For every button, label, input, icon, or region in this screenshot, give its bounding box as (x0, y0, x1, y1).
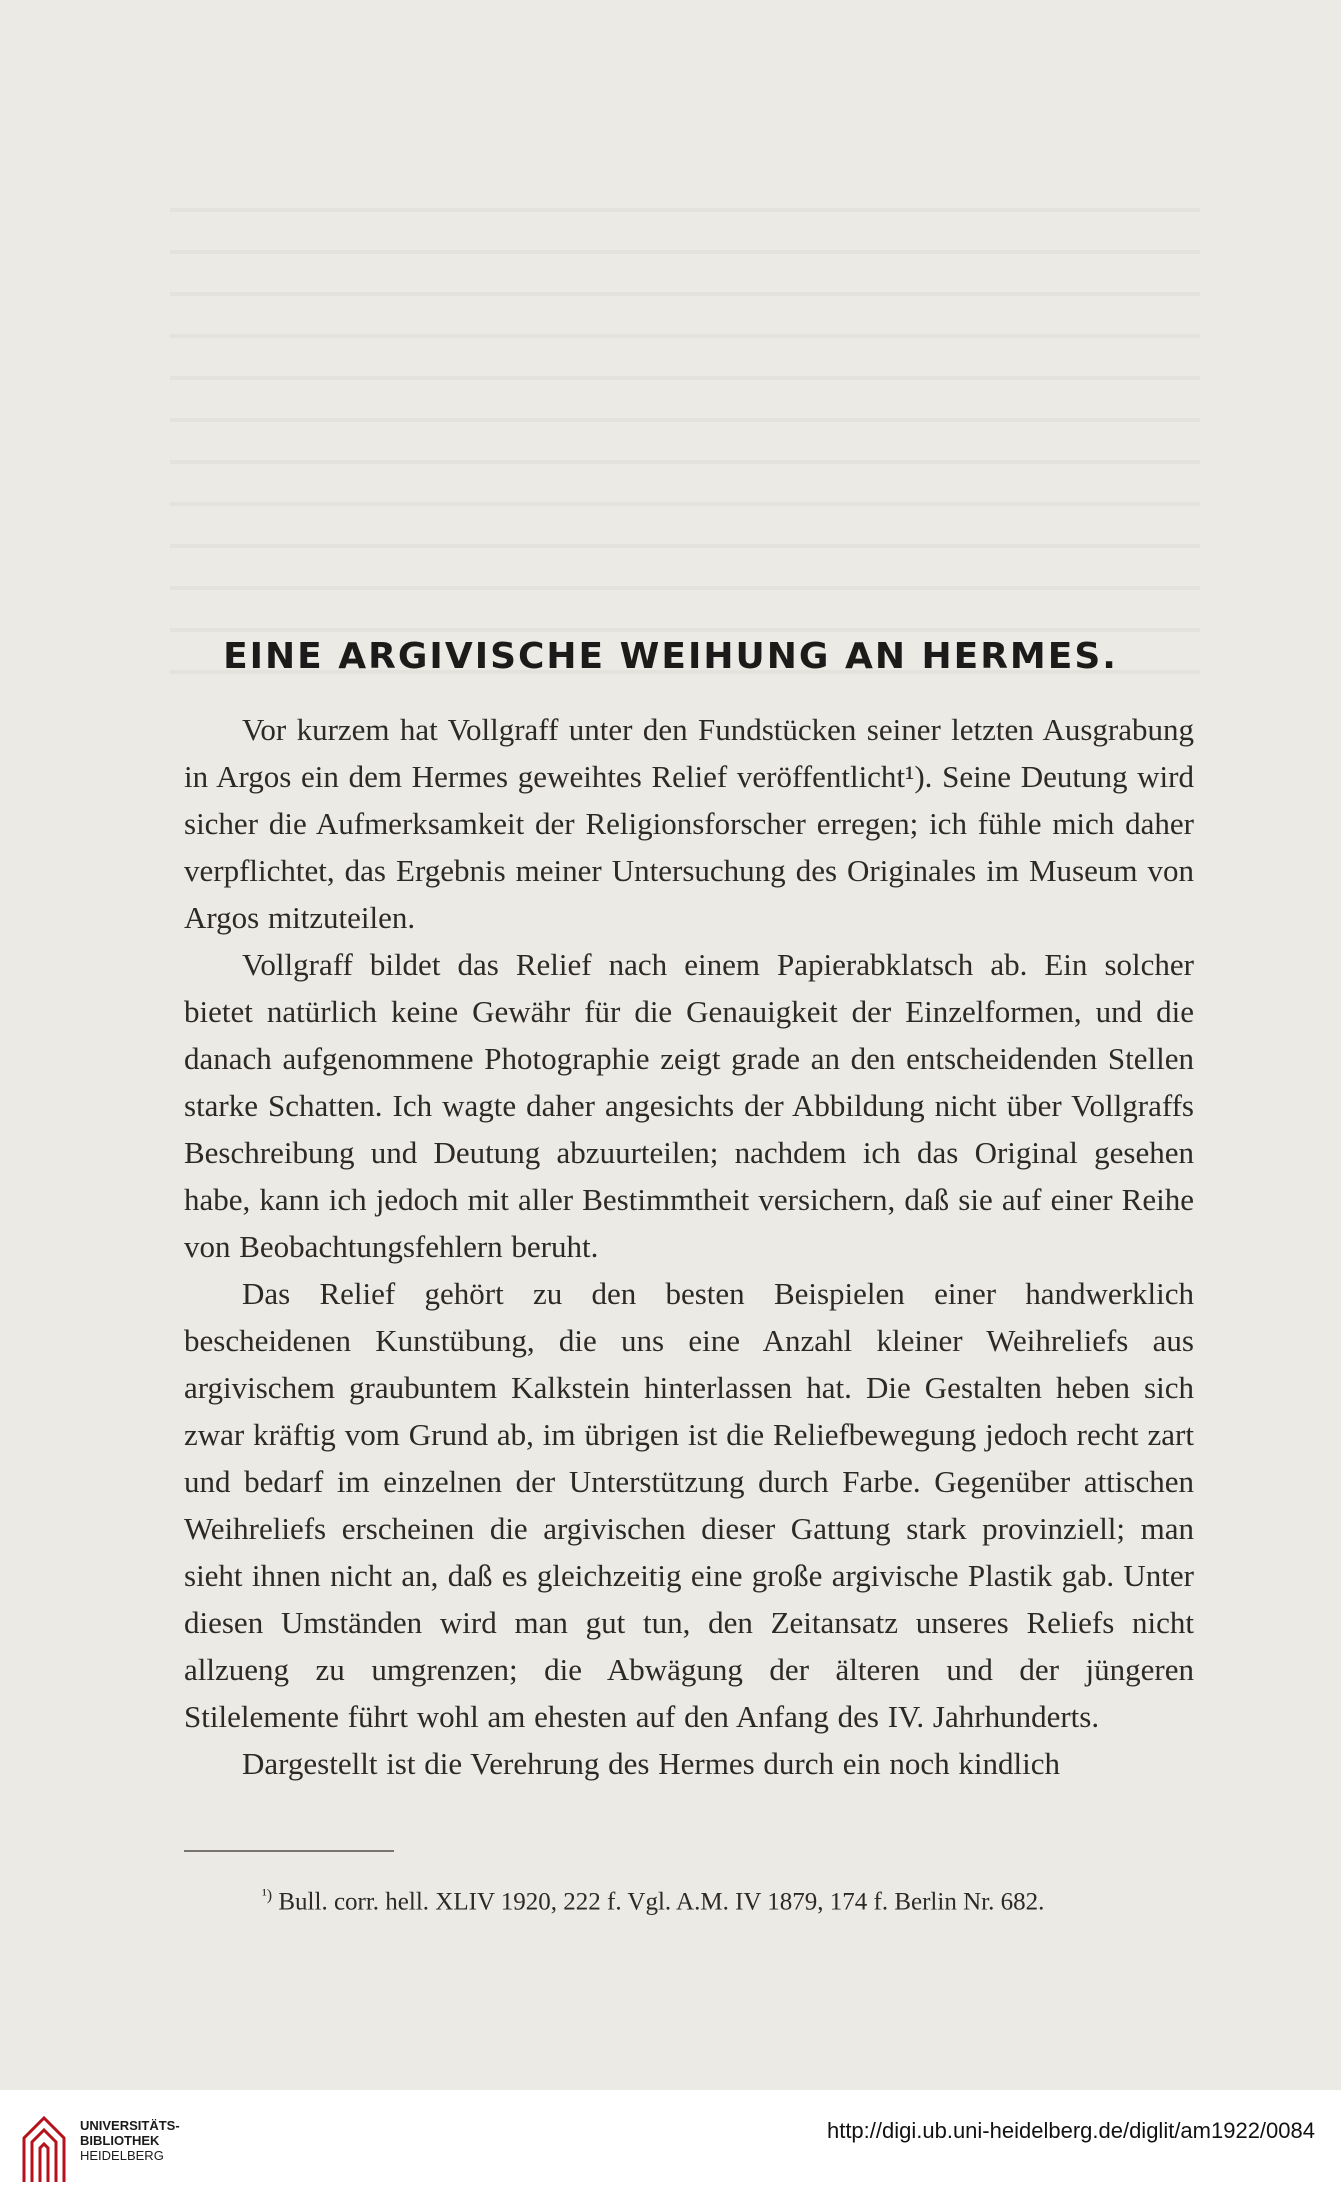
paragraph-1: Vor kurzem hat Vollgraff unter den Fundstücken seiner letzten Ausgrabung in Argos ein dem Hermes geweihtes Relief veröffentlicht¹). Seine Deutung wird sicher die Aufmerksamkeit der Religionsforscher erregen; ich fühle mich daher verpflichtet, das Ergebnis meiner Untersuchung des Originales im Museum von Argos mitzuteilen. (184, 712, 1194, 935)
article-body (184, 706, 1194, 1787)
paragraph-4: Dargestellt ist die Verehrung des Hermes durch ein noch kindlich (242, 1746, 1060, 1781)
paragraph-2: Vollgraff bildet das Relief nach einem Papierabklatsch ab. Ein solcher bietet natürlich keine Gewähr für die Genauigkeit der Einzelformen, und die danach aufgenommene Photographie zeigt grade an den entscheidenden Stellen starke Schatten. Ich wagte daher angesichts der Abbildung nicht über Vollgraffs Beschreibung und Deutung abzuurteilen; nachdem ich das Original gesehen habe, kann ich jedoch mit aller Bestimmtheit versichern, daß sie auf einer Reihe von Beobachtungsfehlern beruht. (184, 947, 1194, 1264)
footnote-divider (184, 1850, 394, 1852)
source-url-link[interactable]: http://digi.ub.uni-heidelberg.de/diglit/am1922/0084 (826, 2118, 1315, 2143)
footer-bar (0, 2090, 1341, 2203)
footnote-marker: ¹) (262, 1887, 273, 1904)
article-title: EINE ARGIVISCHE WEIHUNG AN HERMES. (223, 636, 1118, 677)
footnote-text: Bull. corr. hell. XLIV 1920, 222 f. Vgl. A.M. IV 1879, 174 f. Berlin Nr. 682. (278, 1888, 1045, 1916)
library-logo-icon (18, 2108, 70, 2186)
paragraph-3: Das Relief gehört zu den besten Beispielen einer handwerklich bescheidenen Kunstübung, die uns eine Anzahl kleiner Weihreliefs aus argivischem graubuntem Kalkstein hinterlassen hat. Die Gestalten heben sich zwar kräftig vom Grund ab, im übrigen ist die Reliefbewegung jedoch recht zart und bedarf im einzelnen der Unterstützung durch Farbe. Gegenüber attischen Weihreliefs erscheinen die argivischen dieser Gattung stark provinziell; man sieht ihnen nicht an, daß es gleichzeitig eine große argivische Plastik gab. Unter diesen Umständen wird man gut tun, den Zeitansatz unseres Reliefs nicht allzueng zu umgrenzen; die Abwägung der älteren und der jüngeren Stilelemente führt wohl am ehesten auf den Anfang des IV. Jahrhunderts. (184, 1276, 1194, 1734)
library-name: UNIVERSITÄTS- BIBLIOTHEK HEIDELBERG (80, 2118, 180, 2163)
footnote (184, 1876, 1194, 1922)
bleed-through-text (170, 170, 1200, 690)
